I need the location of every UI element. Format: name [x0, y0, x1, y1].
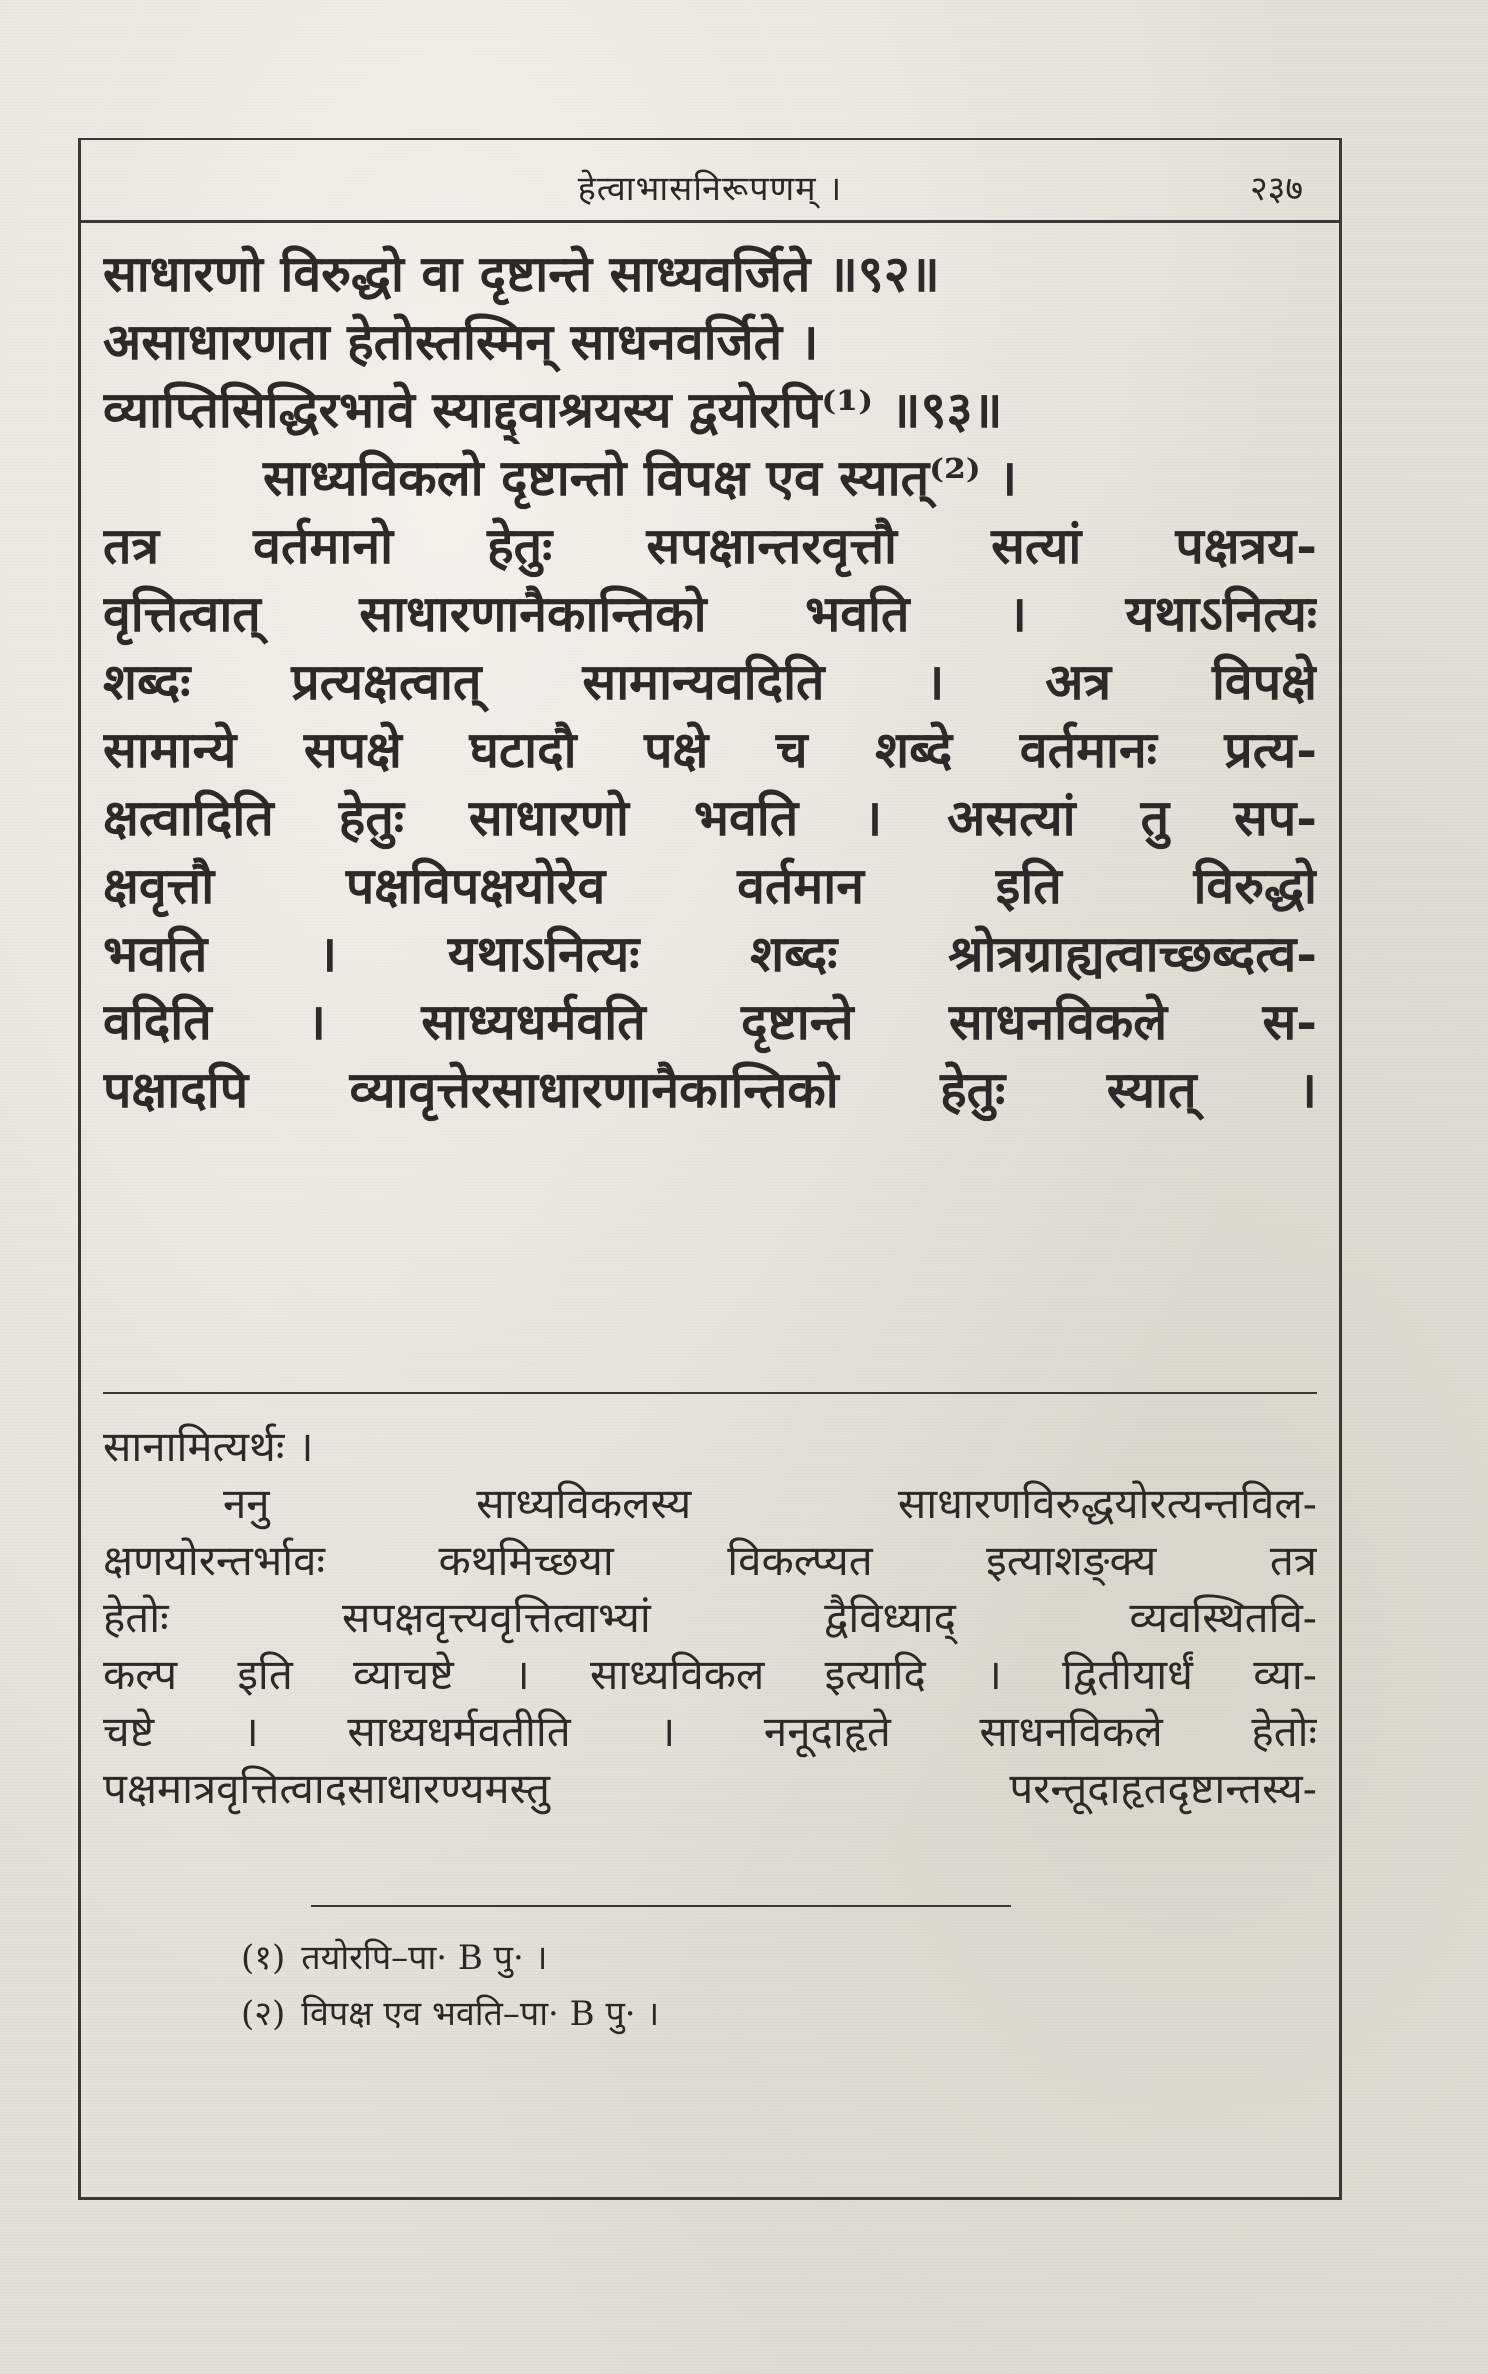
footnote — [241, 1930, 659, 1986]
prose-line: क्षत्वादिति हेतुः साधारणो भवति । असत्यां तु सप- — [103, 788, 1317, 847]
commentary-line: हेतोः सपक्षवृत्त्यवृत्तित्वाभ्यां द्वैविध्याद् व्यवस्थितवि- — [103, 1593, 1317, 1642]
commentary-line: चष्टे । साध्यधर्मवतीति । ननूदाहृते साधनविकले हेतोः — [103, 1707, 1317, 1756]
footnote-text: तयोरपि–पा· B पु· । — [301, 1938, 548, 1978]
main-text — [103, 240, 1317, 1124]
prose-line: शब्दः प्रत्यक्षत्वात् सामान्यवदिति । अत्र विपक्षे — [103, 652, 1317, 711]
prose-line: पक्षादपि व्यावृत्तेरसाधारणानैकान्तिको हेतुः स्यात् । — [103, 1060, 1317, 1119]
commentary-line: कल्प इति व्याचष्टे । साध्यविकल इत्यादि । द्वितीयार्धं व्या- — [103, 1650, 1317, 1699]
commentary-line: ननु साध्यविकलस्य साधारणविरुद्धयोरत्यन्तविल- — [223, 1479, 1317, 1528]
footnote-divider — [311, 1905, 1011, 1907]
verse-line: असाधारणता हेतोस्तस्मिन् साधनवर्जिते । — [103, 312, 819, 371]
prose-line: साध्यविकलो दृष्टान्तो विपक्ष एव स्यात्⁽²⁾ । — [263, 448, 1018, 507]
page-frame — [78, 138, 1342, 2200]
footnote-number: (२) — [241, 1994, 286, 2034]
footnotes — [241, 1930, 659, 2042]
commentary-divider — [103, 1392, 1317, 1394]
running-title: हेत्वाभासनिरूपणम् । — [577, 169, 843, 209]
prose-line: वदिति । साध्यधर्मवति दृष्टान्ते साधनविकले स- — [103, 992, 1317, 1051]
commentary-text — [103, 1418, 1317, 1817]
footnote-number: (१) — [241, 1938, 286, 1978]
commentary-line: पक्षमात्रवृत्तित्वादसाधारण्यमस्तु परन्तूदाहृतदृष्टान्तस्य- — [103, 1764, 1317, 1813]
prose-line: क्षवृत्तौ पक्षविपक्षयोरेव वर्तमान इति विरुद्धो — [103, 856, 1317, 915]
commentary-line: सानामित्यर्थः । — [103, 1422, 314, 1471]
footnote — [241, 1986, 659, 2042]
page-number: २३७ — [1249, 169, 1303, 209]
commentary-line: क्षणयोरन्तर्भावः कथमिच्छया विकल्प्यत इत्याशङ्क्य तत्र — [103, 1536, 1317, 1585]
prose-line: भवति । यथाऽनित्यः शब्दः श्रोत्रग्राह्यत्वाच्छब्दत्व- — [103, 924, 1317, 983]
verse-line: व्याप्तिसिद्धिरभावे स्याद्द्वाश्रयस्य द्वयोरपि⁽¹⁾ ॥९३॥ — [103, 380, 1003, 439]
prose-line: तत्र वर्तमानो हेतुः सपक्षान्तरवृत्तौ सत्यां पक्षत्रय- — [103, 516, 1317, 575]
prose-line: सामान्ये सपक्षे घटादौ पक्षे च शब्दे वर्तमानः प्रत्य- — [103, 720, 1317, 779]
footnote-text: विपक्ष एव भवति–पा· B पु· । — [301, 1994, 660, 2034]
prose-line: वृत्तित्वात् साधारणानैकान्तिको भवति । यथाऽनित्यः — [103, 584, 1317, 643]
verse-line: साधारणो विरुद्धो वा दृष्टान्ते साध्यवर्जिते ॥९२॥ — [103, 244, 940, 303]
running-head — [81, 140, 1339, 223]
